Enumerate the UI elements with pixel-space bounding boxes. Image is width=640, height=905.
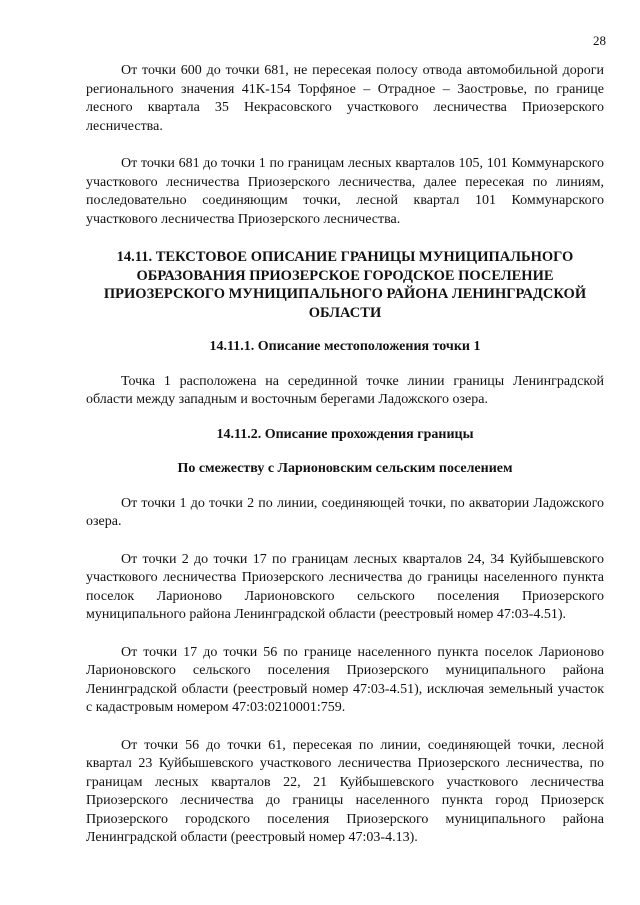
paragraph: От точки 681 до точки 1 по границам лесных кварталов 105, 101 Коммунарского участкового лесничества Приозерского лесничества, далее пересекая по линиям, последовательно соединяющим точки, лесной квартал 101 Коммунарского участкового лесничества Приозерского лесничества. (86, 156, 604, 227)
paragraph: От точки 56 до точки 61, пересекая по линии, соединяющей точки, лесной квартал 23 Куйбышевского участкового лесничества Приозерского лесничества, по границам лесных кварталов 22, 21 Куйбышевского участкового лесничества Приозерского лесничества до границы населенного пункта город Приозерск Приозерского городского поселения Приозерского муниципального района Ленинградской области (реестровый номер 47:03-4.13). (86, 737, 604, 845)
page-number: 28 (593, 33, 606, 48)
boundary-heading: По смежеству с Ларионовским сельским поселением (177, 461, 513, 476)
paragraph: От точки 17 до точки 56 по границе населенного пункта поселок Ларионово Ларионовского сельского поселения Приозерского муниципального района Ленинградской области (реестровый номер 47:03-4.51), исключая земельный участок с кадастровым номером 47:03:0210001:759. (86, 644, 604, 715)
subsection-title-1: 14.11.1. Описание местоположения точки 1 (209, 339, 481, 354)
paragraph: От точки 2 до точки 17 по границам лесных кварталов 24, 34 Куйбышевского участкового лесничества Приозерского лесничества до границы населенного пункта поселок Ларионово Ларионовского сельского поселения Приозерского муниципального района Ленинградской области (реестровый номер 47:03-4.51). (86, 551, 604, 622)
paragraph: От точки 600 до точки 681, не пересекая полосу отвода автомобильной дороги регионального значения 41К-154 Торфяное – Отрадное – Заостровье, по границе лесного квартала 35 Некрасовского участкового лесничества Приозерского лесничества. (86, 63, 604, 134)
paragraph: От точки 1 до точки 2 по линии, соединяющей точки, по акватории Ладожского озера. (86, 495, 604, 529)
subsection-title-2: 14.11.2. Описание прохождения границы (216, 426, 474, 442)
document-body (86, 62, 604, 848)
paragraph: Точка 1 расположена на серединной точке линии границы Ленинградской области между западным и восточным берегами Ладожского озера. (86, 373, 604, 407)
section-title: 14.11. ТЕКСТОВОЕ ОПИСАНИЕ ГРАНИЦЫ МУНИЦИПАЛЬНОГО ОБРАЗОВАНИЯ ПРИОЗЕРСКОЕ ГОРОДСКОЕ ПОСЕЛЕНИЕ ПРИОЗЕРСКОГО МУНИЦИПАЛЬНОГО РАЙОНА ЛЕНИНГРАДСКОЙ ОБЛАСТИ (103, 249, 587, 321)
